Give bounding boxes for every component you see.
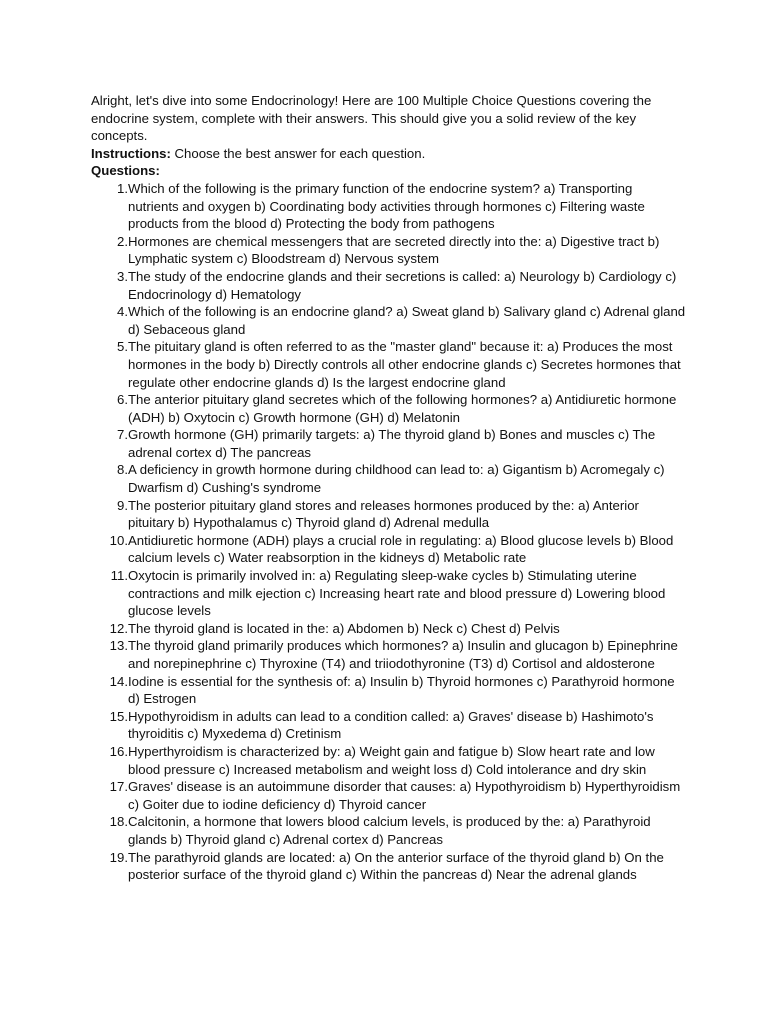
question-number: [91, 673, 128, 708]
question-item: [91, 673, 686, 708]
question-number: [91, 233, 128, 268]
question-item: [91, 813, 686, 848]
question-number: [91, 813, 128, 848]
question-text: Growth hormone (GH) primarily targets: a) The thyroid gland b) Bones and muscles c) The adrenal cortex d) The pancreas: [128, 427, 656, 460]
question-number-label: 13.: [109, 638, 128, 654]
question-text: Oxytocin is primarily involved in: a) Regulating sleep-wake cycles b) Stimulating uterine contractions and milk ejection c) Increasing heart rate and blood pressure d) Lowering blood glucose levels: [128, 568, 666, 619]
question-text: The thyroid gland is located in the: a) Abdomen b) Neck c) Chest d) Pelvis: [128, 620, 560, 636]
question-number: [91, 532, 128, 567]
question-number: [91, 778, 128, 813]
question-item: [91, 391, 686, 426]
question-text: Hyperthyroidism is characterized by: a) Weight gain and fatigue b) Slow heart rate and low blood pressure c) Increased metabolism and weight loss d) Cold intolerance and dry skin: [128, 743, 655, 777]
document-page: [91, 92, 686, 884]
question-item: [91, 637, 686, 672]
question-number-label: 15.: [109, 708, 128, 724]
question-number: [91, 338, 128, 391]
question-item: [91, 461, 686, 496]
question-number-label: 2.: [117, 233, 128, 249]
question-text: Which of the following is an endocrine gland? a) Sweat gland b) Salivary gland c) Adrenal gland d) Sebaceous gland: [128, 304, 686, 337]
question-number: [91, 743, 128, 778]
question-item: [91, 303, 686, 338]
question-number-label: 8.: [117, 462, 128, 478]
instructions-text: Choose the best answer for each question.: [170, 145, 426, 161]
question-text: The pituitary gland is often referred to as the "master gland" because it: a) Produces the most hormones in the body b) Directly controls all other endocrine glands c) Secretes hormones that regulate other endocrine glands d) Is the largest endocrine gland: [128, 339, 681, 390]
question-text: The anterior pituitary gland secretes which of the following hormones? a) Antidiuretic hormone (ADH) b) Oxytocin c) Growth hormone (GH) d) Melatonin: [128, 392, 677, 425]
question-text: Which of the following is the primary function of the endocrine system? a) Transporting nutrients and oxygen b) Coordinating body activities through hormones c) Filtering waste products from the blood d) Protecting the body from pathogens: [128, 180, 645, 232]
question-number: [91, 849, 128, 884]
question-number-label: 12.: [109, 620, 128, 636]
question-item: [91, 708, 686, 743]
question-item: [91, 620, 686, 638]
question-number: [91, 391, 128, 426]
question-text: Iodine is essential for the synthesis of: a) Insulin b) Thyroid hormones c) Parathyroid hormone d) Estrogen: [128, 673, 675, 707]
question-text: Antidiuretic hormone (ADH) plays a crucial role in regulating: a) Blood glucose levels b) Blood calcium levels c) Water reabsorption in the kidneys d) Metabolic rate: [128, 532, 674, 566]
question-number-label: 10.: [109, 532, 128, 548]
question-number-label: 18.: [109, 814, 128, 830]
questions-heading: Questions:: [91, 163, 160, 179]
question-number-label: 5.: [117, 339, 128, 355]
question-number-label: 16.: [109, 743, 128, 759]
question-item: [91, 180, 686, 233]
question-text: The study of the endocrine glands and their secretions is called: a) Neurology b) Cardiology c) Endocrinology d) Hematology: [128, 268, 677, 302]
question-number-label: 11.: [110, 568, 128, 584]
question-number-label: 4.: [117, 304, 128, 320]
question-item: [91, 497, 686, 532]
question-number-label: 6.: [117, 392, 128, 408]
instructions-label: Instructions:: [91, 145, 171, 161]
intro-paragraph: Alright, let's dive into some Endocrinology! Here are 100 Multiple Choice Questions covering the endocrine system, complete with their answers. This should give you a solid review of the key concepts.: [91, 93, 652, 144]
question-number: [91, 180, 128, 233]
question-text: Calcitonin, a hormone that lowers blood calcium levels, is produced by the: a) Parathyroid glands b) Thyroid gland c) Adrenal cortex d) Pancreas: [128, 814, 651, 847]
question-item: [91, 426, 686, 461]
question-item: [91, 778, 686, 813]
question-text: The thyroid gland primarily produces which hormones? a) Insulin and glucagon b) Epinephrine and norepinephrine c) Thyroxine (T4) and triiodothyronine (T3) d) Cortisol and aldosterone: [128, 638, 678, 671]
question-item: [91, 268, 686, 303]
question-item: [91, 338, 686, 391]
question-number: [91, 567, 128, 620]
question-item: [91, 233, 686, 268]
question-item: [91, 849, 686, 884]
question-text: Hormones are chemical messengers that are secreted directly into the: a) Digestive tract b) Lymphatic system c) Bloodstream d) Nervous system: [128, 233, 660, 267]
question-number: [91, 426, 128, 461]
question-number-label: 19.: [109, 849, 128, 865]
question-number-label: 14.: [109, 673, 128, 689]
question-text: A deficiency in growth hormone during childhood can lead to: a) Gigantism b) Acromegaly c) Dwarfism d) Cushing's syndrome: [128, 462, 665, 496]
question-text: Graves' disease is an autoimmune disorder that causes: a) Hypothyroidism b) Hyperthyroidism c) Goiter due to iodine deficiency d) Thyroid cancer: [128, 779, 681, 812]
question-item: [91, 743, 686, 778]
question-number-label: 3.: [117, 268, 128, 284]
question-number: [91, 303, 128, 338]
question-item: [91, 567, 686, 620]
instructions-line: [91, 145, 686, 163]
question-number: [91, 461, 128, 496]
question-number: [91, 620, 128, 638]
question-number-label: 7.: [117, 427, 128, 443]
question-text: Hypothyroidism in adults can lead to a condition called: a) Graves' disease b) Hashimoto's thyroiditis c) Myxedema d) Cretinism: [128, 708, 654, 742]
question-text: The posterior pituitary gland stores and releases hormones produced by the: a) Anterior pituitary b) Hypothalamus c) Thyroid gland d) Adrenal medulla: [128, 497, 639, 531]
question-number: [91, 268, 128, 303]
question-number: [91, 637, 128, 672]
question-number-label: 1.: [117, 180, 128, 196]
question-text: The parathyroid glands are located: a) On the anterior surface of the thyroid gland b) On the posterior surface of the thyroid gland c) Within the pancreas d) Near the adrenal glands: [128, 849, 664, 883]
question-number: [91, 497, 128, 532]
question-number-label: 17.: [109, 779, 128, 795]
question-list: [91, 180, 686, 884]
question-number-label: 9.: [117, 497, 128, 513]
question-item: [91, 532, 686, 567]
question-number: [91, 708, 128, 743]
